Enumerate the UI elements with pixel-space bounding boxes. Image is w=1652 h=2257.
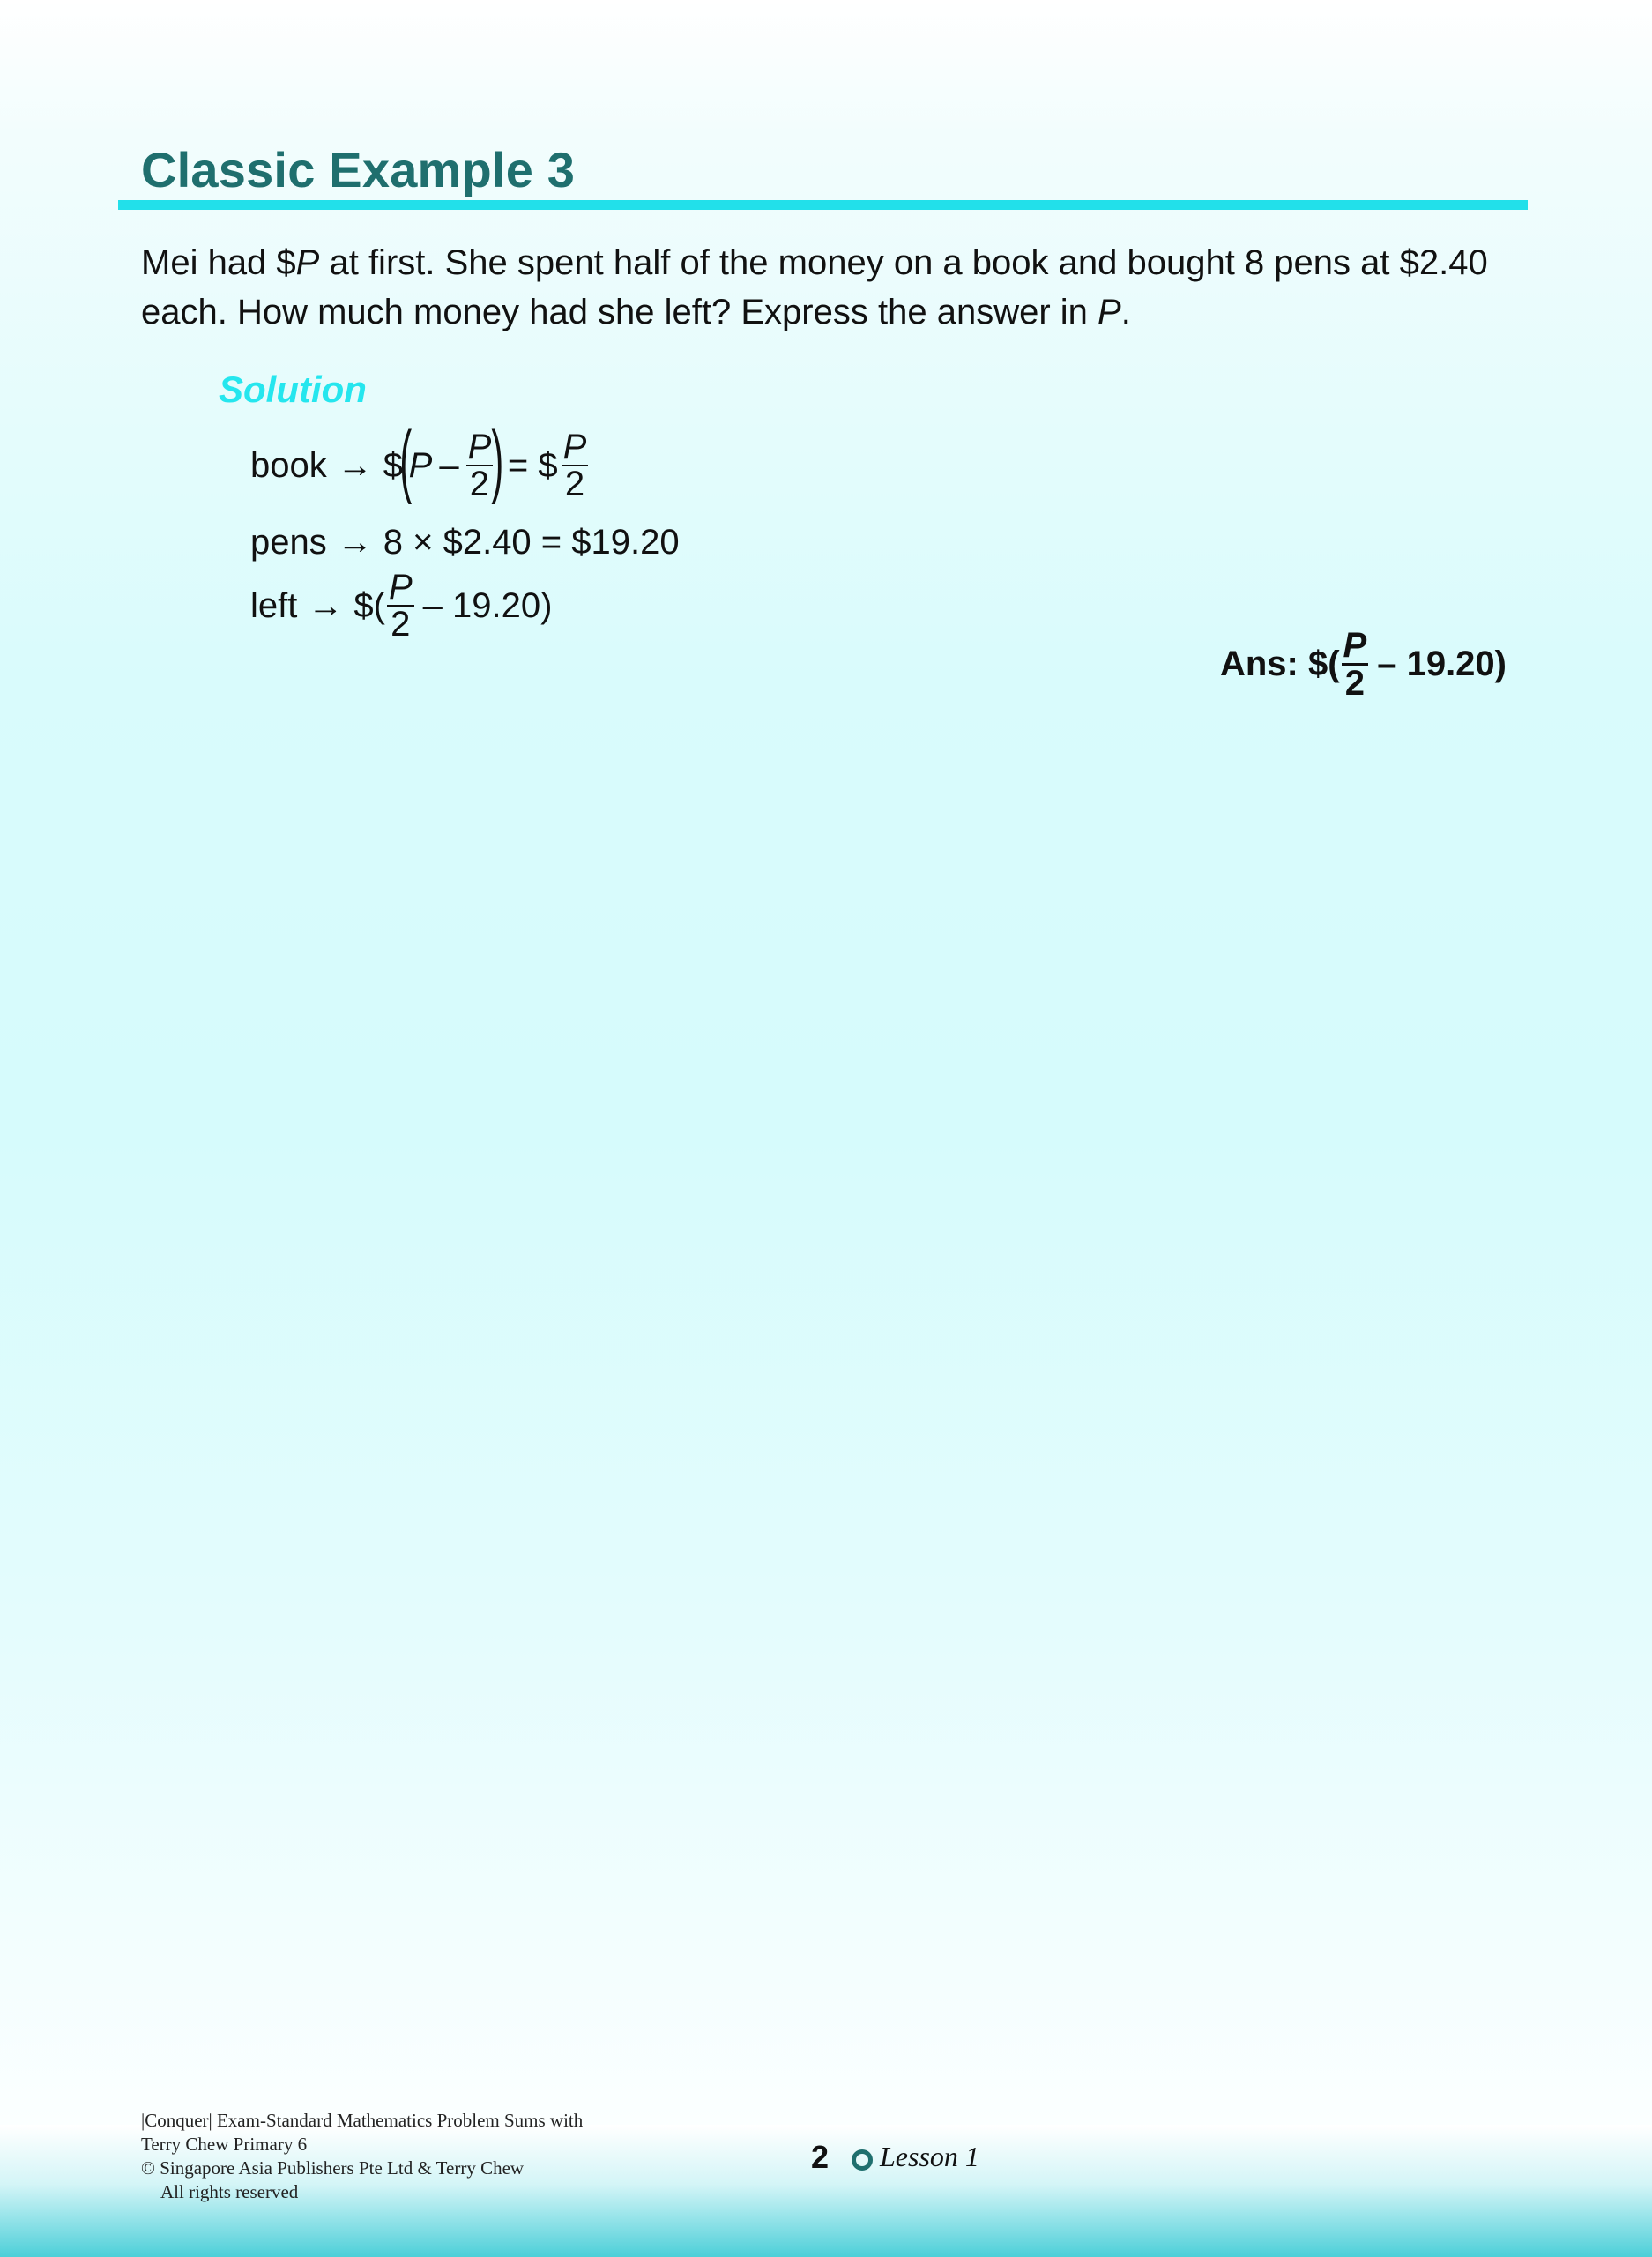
problem-text: each. How much money had she left? Express the answer in (141, 293, 1098, 331)
step-label: book (250, 445, 327, 485)
right-paren: ) (491, 415, 504, 505)
problem-text: at first. She spent half of the money on a book and bought 8 pens at $2.40 (319, 243, 1488, 282)
answer-prefix: Ans: $( (1219, 644, 1340, 683)
fraction-numerator: P (1343, 626, 1367, 665)
step-label: left (250, 585, 298, 625)
step-label: pens (250, 523, 327, 562)
step-expression: 8 × $2.40 = $19.20 (383, 523, 680, 562)
variable-p: P (1098, 293, 1121, 331)
problem-line-1 (141, 238, 1516, 287)
arrow-icon: → (308, 585, 344, 625)
fraction-denominator: 2 (391, 605, 411, 644)
answer-expression: – 19.20) (1377, 644, 1507, 683)
problem-line-2 (141, 287, 1516, 337)
variable-p: P (295, 243, 320, 282)
credit-line: |Conquer| Exam-Standard Mathematics Problem Sums with (141, 2110, 584, 2131)
page-number: 2 (811, 2139, 830, 2175)
minus-sign: – (439, 445, 459, 485)
title-underline (118, 200, 1528, 210)
left-paren: ( (399, 415, 413, 505)
problem-text: Mei had $ (141, 243, 296, 282)
step-pens (250, 523, 680, 562)
fraction-numerator: P (562, 428, 587, 466)
copyright-line: © Singapore Asia Publishers Pte Ltd & Terry Chew (141, 2157, 525, 2179)
arrow-icon: → (337, 523, 373, 562)
step-expression: – 19.20) (422, 585, 553, 625)
credit-line: Terry Chew Primary 6 (141, 2134, 308, 2155)
fraction (466, 429, 494, 502)
ring-bullet-icon (852, 2149, 873, 2171)
fraction-numerator: P (388, 568, 413, 607)
equals-dollar: = $ (507, 445, 558, 485)
fraction (387, 570, 414, 642)
fraction-denominator: 2 (469, 465, 490, 503)
lesson-label: Lesson 1 (880, 2141, 979, 2172)
problem-statement (141, 238, 1516, 337)
fraction (1342, 628, 1369, 701)
dollar-open-paren: $( (353, 585, 385, 625)
fraction (562, 429, 589, 502)
page-title: Classic Example 3 (141, 142, 576, 197)
solution-heading: Solution (219, 369, 367, 410)
answer (1220, 628, 1507, 701)
step-book (250, 415, 590, 506)
arrow-icon: → (337, 445, 373, 485)
fraction-denominator: 2 (564, 465, 585, 503)
rights-line: All rights reserved (160, 2181, 299, 2202)
footer-credit (141, 2109, 670, 2204)
dollar-sign: $ (383, 445, 403, 485)
step-left (250, 570, 552, 642)
problem-text: . (1120, 293, 1131, 331)
variable-p: P (408, 445, 433, 485)
fraction-numerator: P (467, 428, 492, 466)
fraction-denominator: 2 (1344, 664, 1365, 703)
